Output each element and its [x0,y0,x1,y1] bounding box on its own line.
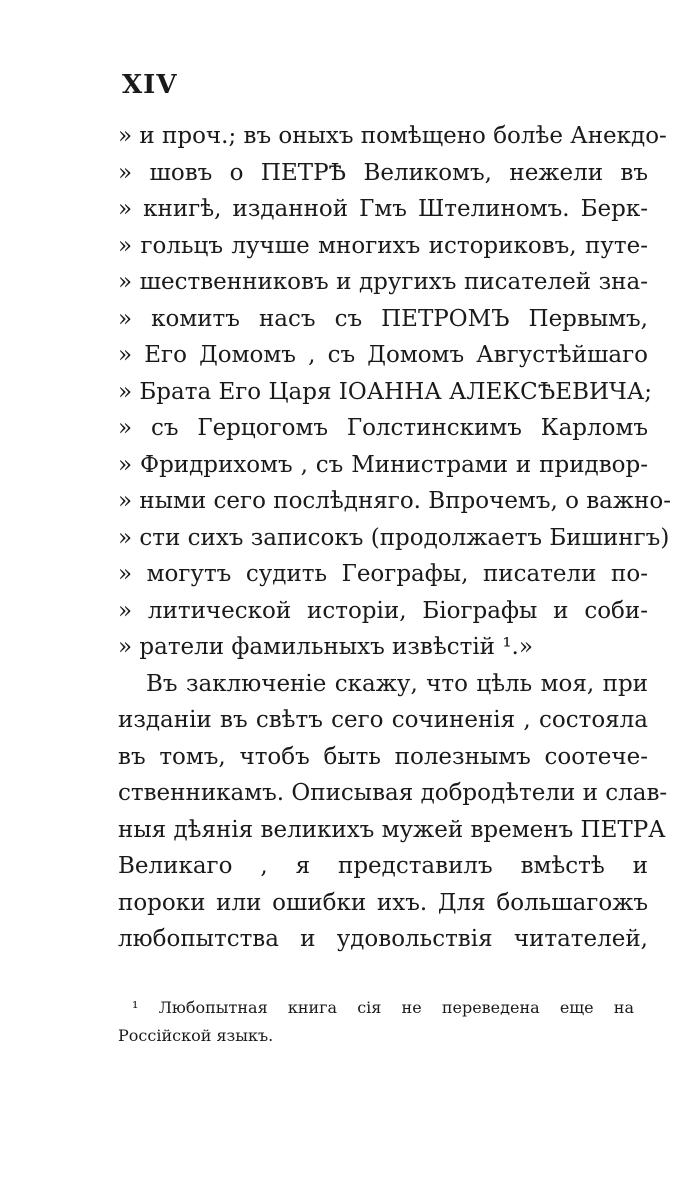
text-line: ственникамъ. Описывая добродѣтели и слав- [118,780,668,806]
footnote-line: ¹ Любопытная книга сія не переведена еще на [132,998,634,1017]
text-line: » шовъ о ПЕТРѢ Великомъ, нежели въ [118,159,648,186]
text-line: » гольцъ лучше многихъ историковъ, путе- [118,232,648,259]
text-line: » Его Домомъ , съ Домомъ Августѣйшаго [118,342,648,368]
text-line: изданіи въ свѣтъ сего сочиненія , состояла [118,707,648,733]
text-line: любопытства и удовольствія читателей, [118,926,648,952]
text-line: » литической исторіи, Біографы и соби- [118,597,648,624]
text-line: » Брата Его Царя ІОАННА АЛЕКСѢЕВИЧА; [118,378,652,405]
text-line: ныя дѣянія великихъ мужей временъ ПЕТРА [118,816,666,843]
text-line: » и проч.; въ оныхъ помѣщено болѣе Анекдо- [118,123,667,149]
text-line: » съ Герцогомъ Голстинскимъ Карломъ [118,415,648,441]
text-line: » ными сего послѣдняго. Впрочемъ, о важно- [118,488,671,514]
text-line: въ томъ, чтобъ быть полезнымъ соотече- [118,743,648,770]
body-text [118,118,671,958]
text-line: » Фридрихомъ , съ Министрами и придвор- [118,451,648,478]
text-line: пороки или ошибки ихъ. Для большагожъ [118,889,648,916]
text-line: Великаго , я представилъ вмѣстѣ и [118,853,648,879]
text-line: » могутъ судить Географы, писатели по- [118,561,648,587]
text-line: » сти сихъ записокъ (продолжаетъ Бишингъ) [118,524,670,551]
text-line: » комитъ насъ съ ПЕТРОМЪ Первымъ, [118,305,648,332]
page-number: XIV [122,70,178,100]
paragraph-first-line: Въ заключеніе скажу, что цѣль моя, при [146,670,648,697]
text-line: » книгѣ, изданной Гмъ Штелиномъ. Берк- [118,196,648,222]
text-line: » ратели фамильныхъ извѣстій ¹.» [118,634,533,660]
footnote-line: Россійской языкъ. [118,1026,274,1045]
text-line: » шественниковъ и другихъ писателей зна- [118,269,648,295]
footnote [118,994,634,1050]
